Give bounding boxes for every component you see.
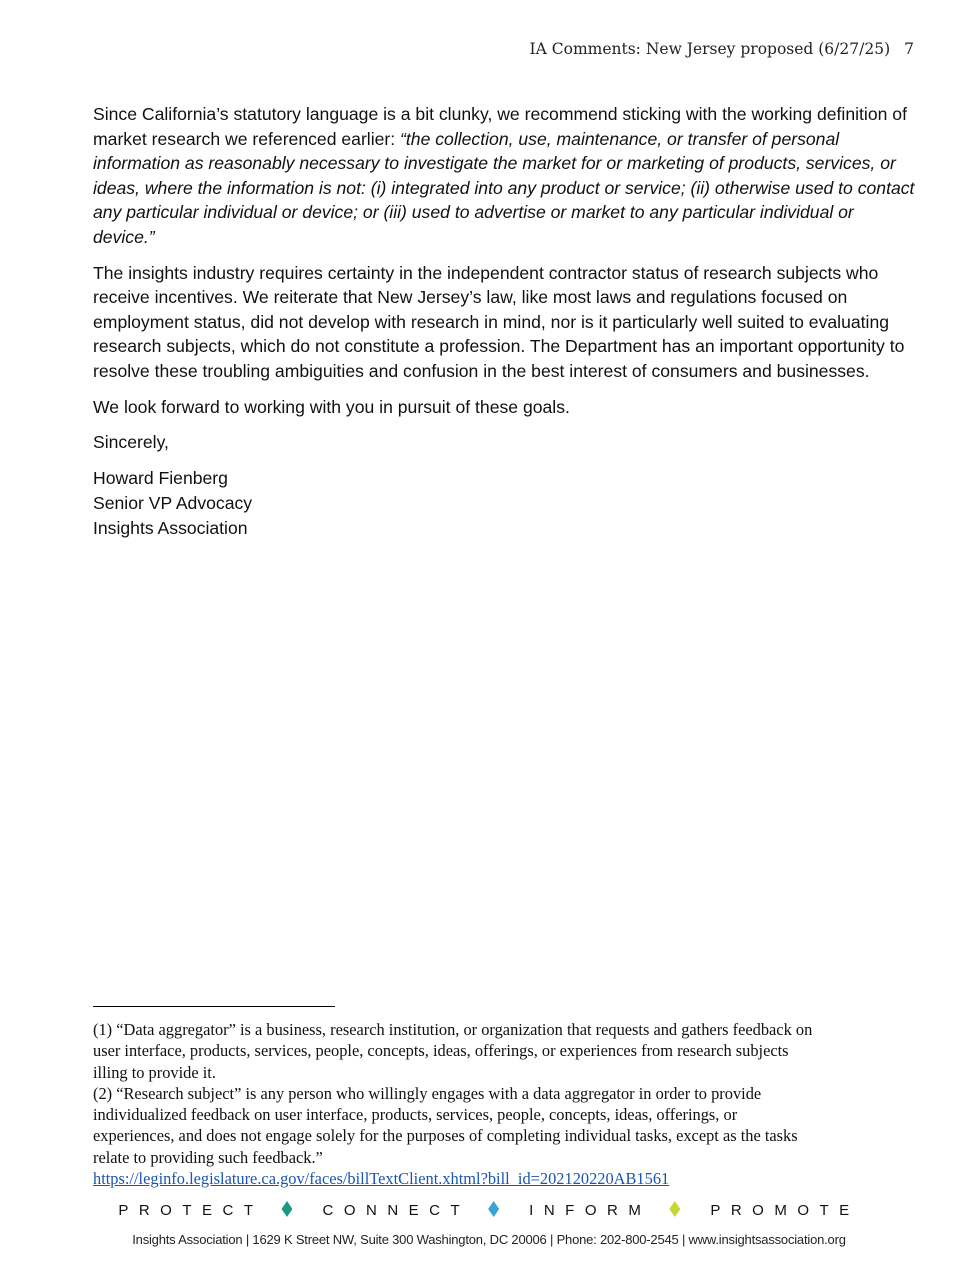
footer-tagline [0, 1201, 978, 1219]
signer-name: Howard Fienberg [93, 467, 228, 488]
footnote-line: user interface, products, services, people, concepts, ideas, offerings, or experiences from research subjects [93, 1041, 789, 1061]
paragraph-contractor-status: The insights industry requires certainty in the independent contractor status of research subjects who receive incentives. We reiterate that New Jersey’s law, like most laws and regulations focused on employment status, did not develop with research in mind, nor is it particularly well suited to evaluating research subjects, which do not constitute a profession. The Department has an important opportunity to resolve these troubling ambiguities and confusion in the best interest of consumers and businesses. [93, 262, 905, 381]
footnote-line: (1) “Data aggregator” is a business, research institution, or organization that requests and gathers feedback on [93, 1020, 813, 1039]
diamond-icon [281, 1201, 292, 1217]
closing: Sincerely, [93, 432, 169, 453]
tagline-promote: PROMOTE [710, 1202, 860, 1219]
diamond-icon [669, 1201, 680, 1217]
paragraph-definition [93, 102, 917, 250]
signer-org: Insights Association [93, 517, 248, 538]
signer-title: Senior VP Advocacy [93, 492, 253, 513]
footnote-line: (2) “Research subject” is any person who willingly engages with a data aggregator in order to provide [93, 1083, 762, 1103]
diamond-icon [488, 1201, 499, 1217]
footer-address: Insights Association | 1629 K Street NW, Suite 300 Washington, DC 20006 | Phone: 202-800-2545 | www.insightsassociation.org [132, 1232, 846, 1247]
tagline-connect: CONNECT [322, 1202, 471, 1219]
page-header [530, 40, 914, 58]
header-title: IA Comments: New Jersey proposed (6/27/25) [529, 40, 891, 58]
signature-block [93, 466, 917, 541]
letter-body [93, 102, 917, 541]
footnote-line: illing to provide it. [93, 1062, 216, 1082]
page-number: 7 [904, 40, 914, 58]
footnotes [93, 1019, 917, 1189]
paragraph-intro: Since California’s statutory language is a bit clunky, we recommend sticking with the working definition of market research we referenced earlier: [93, 104, 907, 149]
source-link[interactable]: https://leginfo.legislature.ca.gov/faces/billTextClient.xhtml?bill_id=202120220AB1561 [93, 1169, 670, 1189]
definition-quote: “the collection, use, maintenance, or transfer of personal information as reasonably necessary to investigate the market for or marketing of products, services, or ideas, where the information is not: (i) integrated into any product or service; (ii) otherwise used to contact any particular individual or device; or (iii) used to advertise or market to any particular individual or device.” [93, 128, 915, 247]
paragraph-closing-remark: We look forward to working with you in pursuit of these goals. [93, 396, 570, 417]
footnote-divider [93, 1006, 335, 1007]
footnote-line: experiences, and does not engage solely for the purposes of completing individual tasks, except as the tasks [93, 1126, 798, 1146]
tagline-inform: INFORM [529, 1202, 652, 1219]
footnote-line: individualized feedback on user interface, products, services, people, concepts, ideas, offerings, or [93, 1105, 738, 1125]
footnote-line: relate to providing such feedback.” [93, 1147, 323, 1167]
tagline-protect: PROTECT [118, 1202, 264, 1219]
